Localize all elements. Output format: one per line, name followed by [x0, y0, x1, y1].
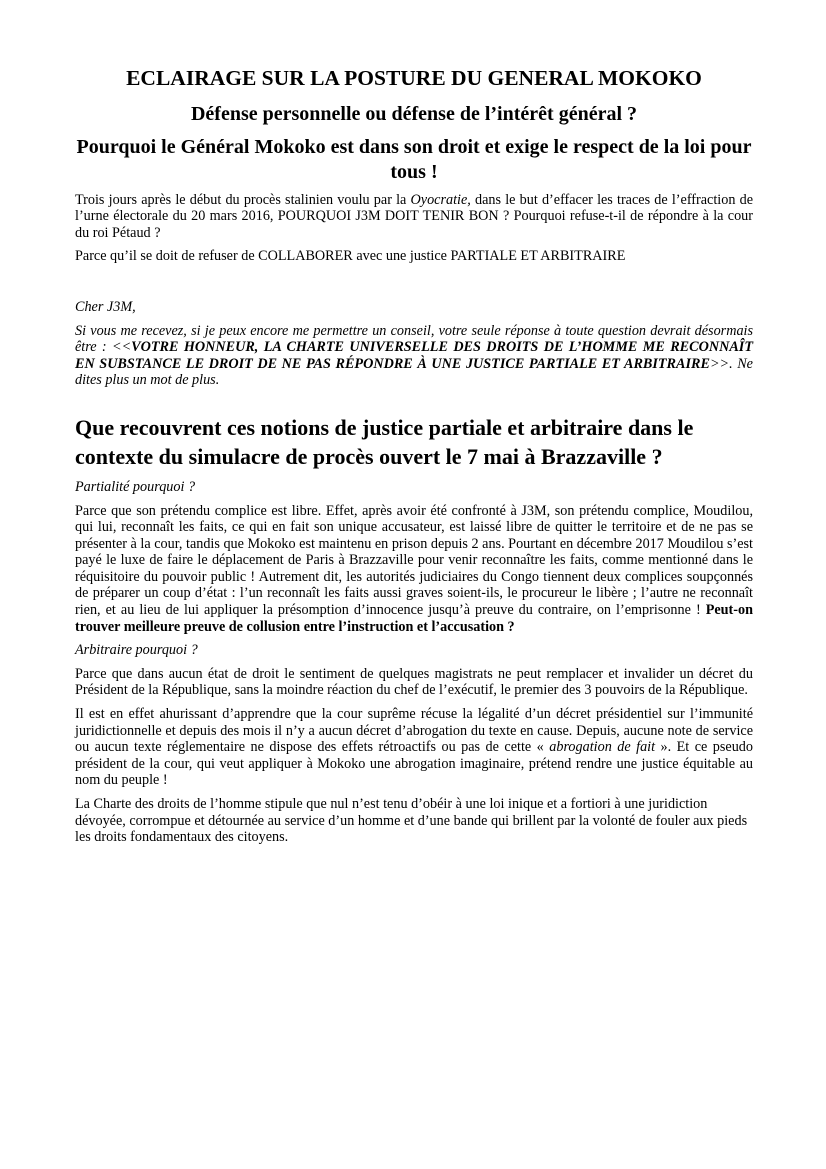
arbitraire-p2-text: Il est en effet ahurissant d’apprendre que la cour suprême récuse la légalité d’un décret présidentiel sur l’immunité juridictionnelle et depuis des mois il n’y a aucun décret d’abrogation du texte en cause. Depuis, aucune note de service ou aucun texte réglementaire ne dispose des effets rétroactifs ou pas de cette «: [75, 706, 753, 756]
letter-salutation: Cher J3M,: [75, 298, 136, 315]
partialite-text: Parce que son prétendu complice est libre. Effet, après avoir été confronté à J3M, son prétendu complice, Moudilou, qui lui, reconnaît les faits, ce qui en fait son unique accusateur, est laissé libre de quitter le territoire et de ne pas se présenter à la cour, tandis que Mokoko est maintenu en prison depuis 2 ans. Pourtant en décembre 2017 Moudilou s’est payé le luxe de faire le déplacement de Paris à Brazzaville pour venir reconnaître les faits, comme mentionné dans le réquisitoire du pouvoir public ! Autrement dit, les autorités judiciaires du Congo tiennent deux complices soupçonnés de préparer un coup d’état : l’un reconnaît les faits aussi graves soient-ils, le procureur le libère ; l’autre ne reconnaît rien, et au lieu de lui appliquer la présomption d’innocence jusqu’à preuve du contraire, on l’emprisonne !: [75, 502, 753, 619]
arbitraire-paragraph-2: [75, 706, 753, 789]
section-heading: Que recouvrent ces notions de justice partiale et arbitraire dans le contexte du simulacre de procès ouvert le 7 mai à Brazzaville ?: [75, 414, 694, 469]
arbitraire-p2-text-end: ». Et ce pseudo président de la cour, qui veut appliquer à Mokoko une abrogation imaginaire, prétend rendre une justice équitable au nom du peuple !: [75, 739, 753, 789]
letter-body-text: Si vous me recevez, si je peux encore me permettre un conseil, votre seule réponse à toute question devrait désormais être : <<: [75, 322, 753, 356]
document-subtitle-2: Pourquoi le Général Mokoko est dans son droit et exige le respect de la loi pour tous !: [76, 135, 752, 184]
partialite-label: Partialité pourquoi ?: [75, 478, 196, 495]
arbitraire-p2-italic: abrogation de fait: [549, 739, 656, 756]
letter-body: [75, 323, 753, 389]
partialite-bold-question: Peut-on trouver meilleure preuve de collusion entre l’instruction et l’accusation ?: [75, 602, 753, 635]
document-title: ECLAIRAGE SUR LA POSTURE DU GENERAL MOKOKO: [126, 66, 702, 90]
intro-text-continued: dans le but d’effacer les traces de l’effraction de l’urne électorale du 20 mars 2016, POURQUOI J3M DOIT TENIR BON ? Pourquoi refuse-t-il de répondre à la cour du roi Pétaud ?: [75, 191, 753, 241]
letter-body-bold: VOTRE HONNEUR, LA CHARTE UNIVERSELLE DES DROITS DE L’HOMME ME RECONNAÎT EN SUBSTANCE LE DROIT DE NE PAS RÉPONDRE À UNE JUSTICE PARTIALE ET ARBITRAIRE: [75, 339, 753, 372]
letter-body-end: >>. Ne dites plus un mot de plus.: [75, 355, 753, 389]
arbitraire-paragraph-1: Parce que dans aucun état de droit le sentiment de quelques magistrats ne peut remplacer et invalider un décret du Président de la République, sans la moindre réaction du chef de l’exécutif, le premier des 3 pouvoirs de la République.: [75, 665, 753, 699]
document-subtitle: Défense personnelle ou défense de l’intérêt général ?: [190, 102, 637, 125]
arbitraire-paragraph-3: La Charte des droits de l’homme stipule que nul n’est tenu d’obéir à une loi inique et a fortiori à une juridiction dévoyée, corrompue et détournée au service d’un homme et d’une bande qui brillent par la volonté de fouler aux pieds les droits fondamentaux des citoyens.: [75, 796, 748, 846]
partialite-paragraph: [75, 503, 753, 636]
arbitraire-label: Arbitraire pourquoi ?: [75, 642, 198, 659]
intro-italic-term: Oyocratie,: [410, 191, 471, 208]
intro-answer: Parce qu’il se doit de refuser de COLLABORER avec une justice PARTIALE ET ARBITRAIRE: [75, 248, 626, 265]
document-page: [75, 66, 753, 846]
letter: [75, 299, 753, 389]
intro-text: Trois jours après le début du procès stalinien voulu par la: [75, 191, 411, 208]
intro-paragraph: [75, 192, 753, 242]
